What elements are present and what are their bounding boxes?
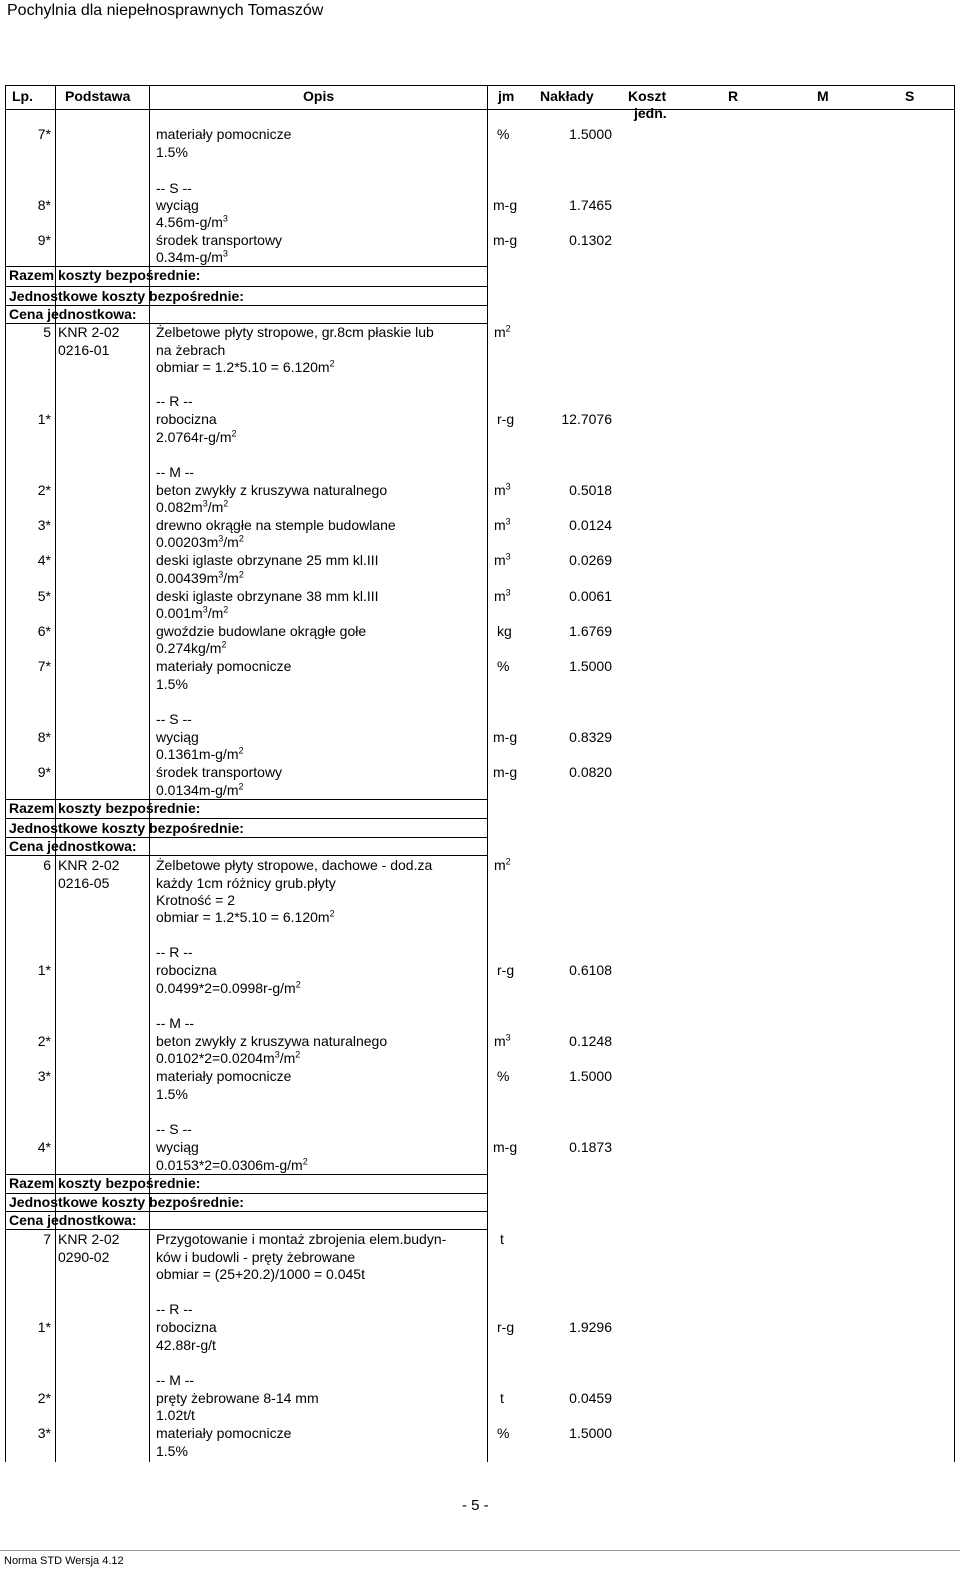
row-lp: 6* — [37, 623, 51, 639]
row-unit: kg — [497, 623, 512, 639]
row-description-norm: $0.274kg/m^2$ — [156, 639, 227, 656]
row-description-norm: $2.0764r-g/m^2$ — [156, 428, 237, 445]
position-unit: $m^2$ — [494, 323, 511, 340]
summary-unit-price: Cena jednostkowa: — [9, 306, 137, 322]
row-description-norm: $0.082m^3/m^2$ — [156, 498, 229, 515]
row-description: beton zwykły z kruszywa naturalnego — [156, 1033, 388, 1049]
header-jm: jm — [498, 88, 515, 104]
row-description-norm: $0.00203m^3/m^2$ — [156, 533, 244, 550]
header-naklady: Nakłady — [540, 88, 594, 104]
row-description: materiały pomocnicze — [156, 1425, 292, 1441]
row-lp: 3* — [37, 1068, 51, 1084]
row-description: wyciąg — [156, 729, 199, 745]
header-opis: Opis — [303, 88, 335, 104]
row-description-norm: 1.5% — [156, 1443, 188, 1459]
group-header-r: -- R -- — [156, 1301, 193, 1317]
row-description: pręty żebrowane 8-14 mm — [156, 1390, 319, 1406]
row-amount: 1.5000 — [569, 1068, 612, 1084]
row-lp: 2* — [37, 1033, 51, 1049]
row-description-norm: 1.5% — [156, 144, 188, 160]
row-amount: 1.5000 — [569, 1425, 612, 1441]
row-description: materiały pomocnicze — [156, 658, 292, 674]
row-unit: m-g — [493, 1139, 518, 1155]
row-description: wyciąg — [156, 197, 199, 213]
row-lp: 4* — [37, 1139, 51, 1155]
row-description: robocizna — [156, 411, 217, 427]
row-description-norm: $0.0153*2=0.0306m-g/m^2$ — [156, 1156, 308, 1173]
position-number: 5 — [43, 324, 51, 340]
page-number: - 5 - — [462, 1497, 489, 1514]
row-description-norm: $0.0134m-g/m^2$ — [156, 781, 244, 798]
summary-direct-costs: Razem koszty bezpośrednie: — [9, 800, 201, 816]
group-header-r: -- R -- — [156, 944, 193, 960]
group-header-r: -- R -- — [156, 393, 193, 409]
row-unit: m-g — [493, 729, 518, 745]
row-description: wyciąg — [156, 1139, 199, 1155]
row-description-norm: 1.02t/t — [156, 1407, 195, 1423]
header-podstawa: Podstawa — [65, 88, 131, 104]
group-header-m: -- M -- — [156, 1015, 195, 1031]
summary-direct-costs: Razem koszty bezpośrednie: — [9, 1175, 201, 1191]
footer-divider — [0, 1550, 960, 1551]
row-amount: 1.5000 — [569, 126, 612, 142]
row-amount: 1.6769 — [569, 623, 612, 639]
row-separator — [5, 286, 487, 287]
row-amount: 0.0124 — [569, 517, 612, 533]
row-description: drewno okrągłe na stemple budowlane — [156, 517, 396, 533]
row-amount: 1.9296 — [569, 1319, 612, 1335]
position-basis-code: 0290-02 — [58, 1249, 110, 1265]
summary-direct-costs: Razem koszty bezpośrednie: — [9, 267, 201, 283]
position-description-cont: na żebrach — [156, 342, 226, 358]
position-measurement: obmiar = $1.2*5.10 = 6.120m^2$ — [156, 358, 335, 375]
row-unit: r-g — [497, 1319, 515, 1335]
row-amount: 1.5000 — [569, 658, 612, 674]
position-description: Przygotowanie i montaż zbrojenia elem.budyn- — [156, 1231, 447, 1247]
row-description: deski iglaste obrzynane 25 mm kl.III — [156, 552, 379, 568]
row-lp: 1* — [37, 962, 51, 978]
row-description: gwoździe budowlane okrągłe gołe — [156, 623, 367, 639]
row-lp: 2* — [37, 1390, 51, 1406]
position-number: 6 — [43, 857, 51, 873]
summary-unit-direct-costs: Jednostkowe koszty bezpośrednie: — [9, 1194, 244, 1210]
row-description: środek transportowy — [156, 764, 283, 780]
row-description-norm: 1.5% — [156, 1086, 188, 1102]
row-amount: 0.5018 — [569, 482, 612, 498]
row-lp: 8* — [37, 197, 51, 213]
row-unit: $m^3$ — [494, 1032, 511, 1049]
row-lp: 3* — [37, 517, 51, 533]
row-unit: m-g — [493, 764, 518, 780]
row-lp: 8* — [37, 729, 51, 745]
document-title: Pochylnia dla niepełnosprawnych Tomaszów — [7, 2, 324, 19]
position-basis: KNR 2-02 — [58, 857, 120, 873]
table-top-border — [5, 85, 955, 86]
row-amount: 0.8329 — [569, 729, 612, 745]
row-description-norm: $0.001m^3/m^2$ — [156, 604, 229, 621]
row-unit: t — [500, 1390, 504, 1406]
position-description: Żelbetowe płyty stropowe, dachowe - dod.za — [156, 857, 433, 873]
row-unit: % — [497, 1425, 510, 1441]
row-lp: 7* — [37, 126, 51, 142]
col-border-left — [5, 85, 6, 1462]
summary-unit-direct-costs: Jednostkowe koszty bezpośrednie: — [9, 820, 244, 836]
row-description: robocizna — [156, 1319, 217, 1335]
position-description-cont: ków i budowli - pręty żebrowane — [156, 1249, 356, 1265]
row-unit: % — [497, 1068, 510, 1084]
group-header-m: -- M -- — [156, 464, 195, 480]
row-unit: % — [497, 126, 510, 142]
row-description-norm: $0.34m-g/m^3$ — [156, 248, 228, 265]
row-lp: 5* — [37, 588, 51, 604]
row-separator — [5, 1229, 487, 1230]
row-description: deski iglaste obrzynane 38 mm kl.III — [156, 588, 379, 604]
position-unit: t — [500, 1231, 504, 1247]
row-lp: 9* — [37, 764, 51, 780]
position-multiplier: Krotność = 2 — [156, 892, 235, 908]
row-separator — [5, 818, 487, 819]
row-description-norm: 42.88r-g/t — [156, 1337, 216, 1353]
position-description-cont: każdy 1cm różnicy grub.płyty — [156, 875, 336, 891]
header-lp: Lp. — [12, 88, 33, 104]
row-amount: 0.0459 — [569, 1390, 612, 1406]
summary-unit-price: Cena jednostkowa: — [9, 838, 137, 854]
row-amount: 0.0061 — [569, 588, 612, 604]
row-description: beton zwykły z kruszywa naturalnego — [156, 482, 388, 498]
row-lp: 1* — [37, 1319, 51, 1335]
header-bottom-border — [5, 109, 955, 110]
row-description: robocizna — [156, 962, 217, 978]
group-header-s: -- S -- — [156, 1121, 192, 1137]
row-separator — [5, 855, 487, 856]
position-basis: KNR 2-02 — [58, 1231, 120, 1247]
row-description: środek transportowy — [156, 232, 283, 248]
position-basis: KNR 2-02 — [58, 324, 120, 340]
position-measurement: obmiar = (25+20.2)/1000 = 0.045t — [156, 1266, 365, 1282]
position-basis-code: 0216-05 — [58, 875, 110, 891]
row-lp: 2* — [37, 482, 51, 498]
row-description-norm: $0.0499*2=0.0998r-g/m^2$ — [156, 979, 301, 996]
position-measurement: obmiar = $1.2*5.10 = 6.120m^2$ — [156, 908, 335, 925]
row-description: materiały pomocnicze — [156, 126, 292, 142]
row-unit: $m^3$ — [494, 516, 511, 533]
group-header-s: -- S -- — [156, 711, 192, 727]
position-number: 7 — [43, 1231, 51, 1247]
row-amount: 1.7465 — [569, 197, 612, 213]
position-basis-code: 0216-01 — [58, 342, 110, 358]
row-description-norm: $4.56m-g/m^3$ — [156, 213, 228, 230]
row-amount: 0.1248 — [569, 1033, 612, 1049]
header-s: S — [905, 88, 915, 104]
row-unit: % — [497, 658, 510, 674]
software-version: Norma STD Wersja 4.12 — [4, 1555, 124, 1567]
row-amount: 0.1873 — [569, 1139, 612, 1155]
row-lp: 1* — [37, 411, 51, 427]
row-amount: 0.0820 — [569, 764, 612, 780]
col-border-opis — [487, 85, 488, 1462]
row-amount: 0.6108 — [569, 962, 612, 978]
header-koszt-jedn: jedn. — [634, 105, 667, 121]
row-lp: 9* — [37, 232, 51, 248]
header-r: R — [728, 88, 739, 104]
position-unit: $m^2$ — [494, 856, 511, 873]
row-description: materiały pomocnicze — [156, 1068, 292, 1084]
row-description-norm: $0.0102*2=0.0204m^3/m^2$ — [156, 1049, 301, 1066]
row-amount: 12.7076 — [561, 411, 612, 427]
position-description: Żelbetowe płyty stropowe, gr.8cm płaskie lub — [156, 324, 434, 340]
row-unit: m-g — [493, 232, 518, 248]
row-amount: 0.0269 — [569, 552, 612, 568]
row-lp: 7* — [37, 658, 51, 674]
summary-unit-direct-costs: Jednostkowe koszty bezpośrednie: — [9, 288, 244, 304]
summary-unit-price: Cena jednostkowa: — [9, 1212, 137, 1228]
row-unit: m-g — [493, 197, 518, 213]
row-description-norm: 1.5% — [156, 676, 188, 692]
row-unit: $m^3$ — [494, 587, 511, 604]
group-header-m: -- M -- — [156, 1372, 195, 1388]
group-header-s: -- S -- — [156, 180, 192, 196]
row-unit: $m^3$ — [494, 481, 511, 498]
header-koszt: Koszt — [628, 88, 667, 104]
row-amount: 0.1302 — [569, 232, 612, 248]
row-description-norm: $0.00439m^3/m^2$ — [156, 569, 244, 586]
col-border-right — [954, 85, 955, 1462]
header-m: M — [817, 88, 829, 104]
row-unit: r-g — [497, 962, 515, 978]
row-description-norm: $0.1361m-g/m^2$ — [156, 745, 244, 762]
row-lp: 4* — [37, 552, 51, 568]
row-lp: 3* — [37, 1425, 51, 1441]
row-unit: r-g — [497, 411, 515, 427]
row-unit: $m^3$ — [494, 551, 511, 568]
